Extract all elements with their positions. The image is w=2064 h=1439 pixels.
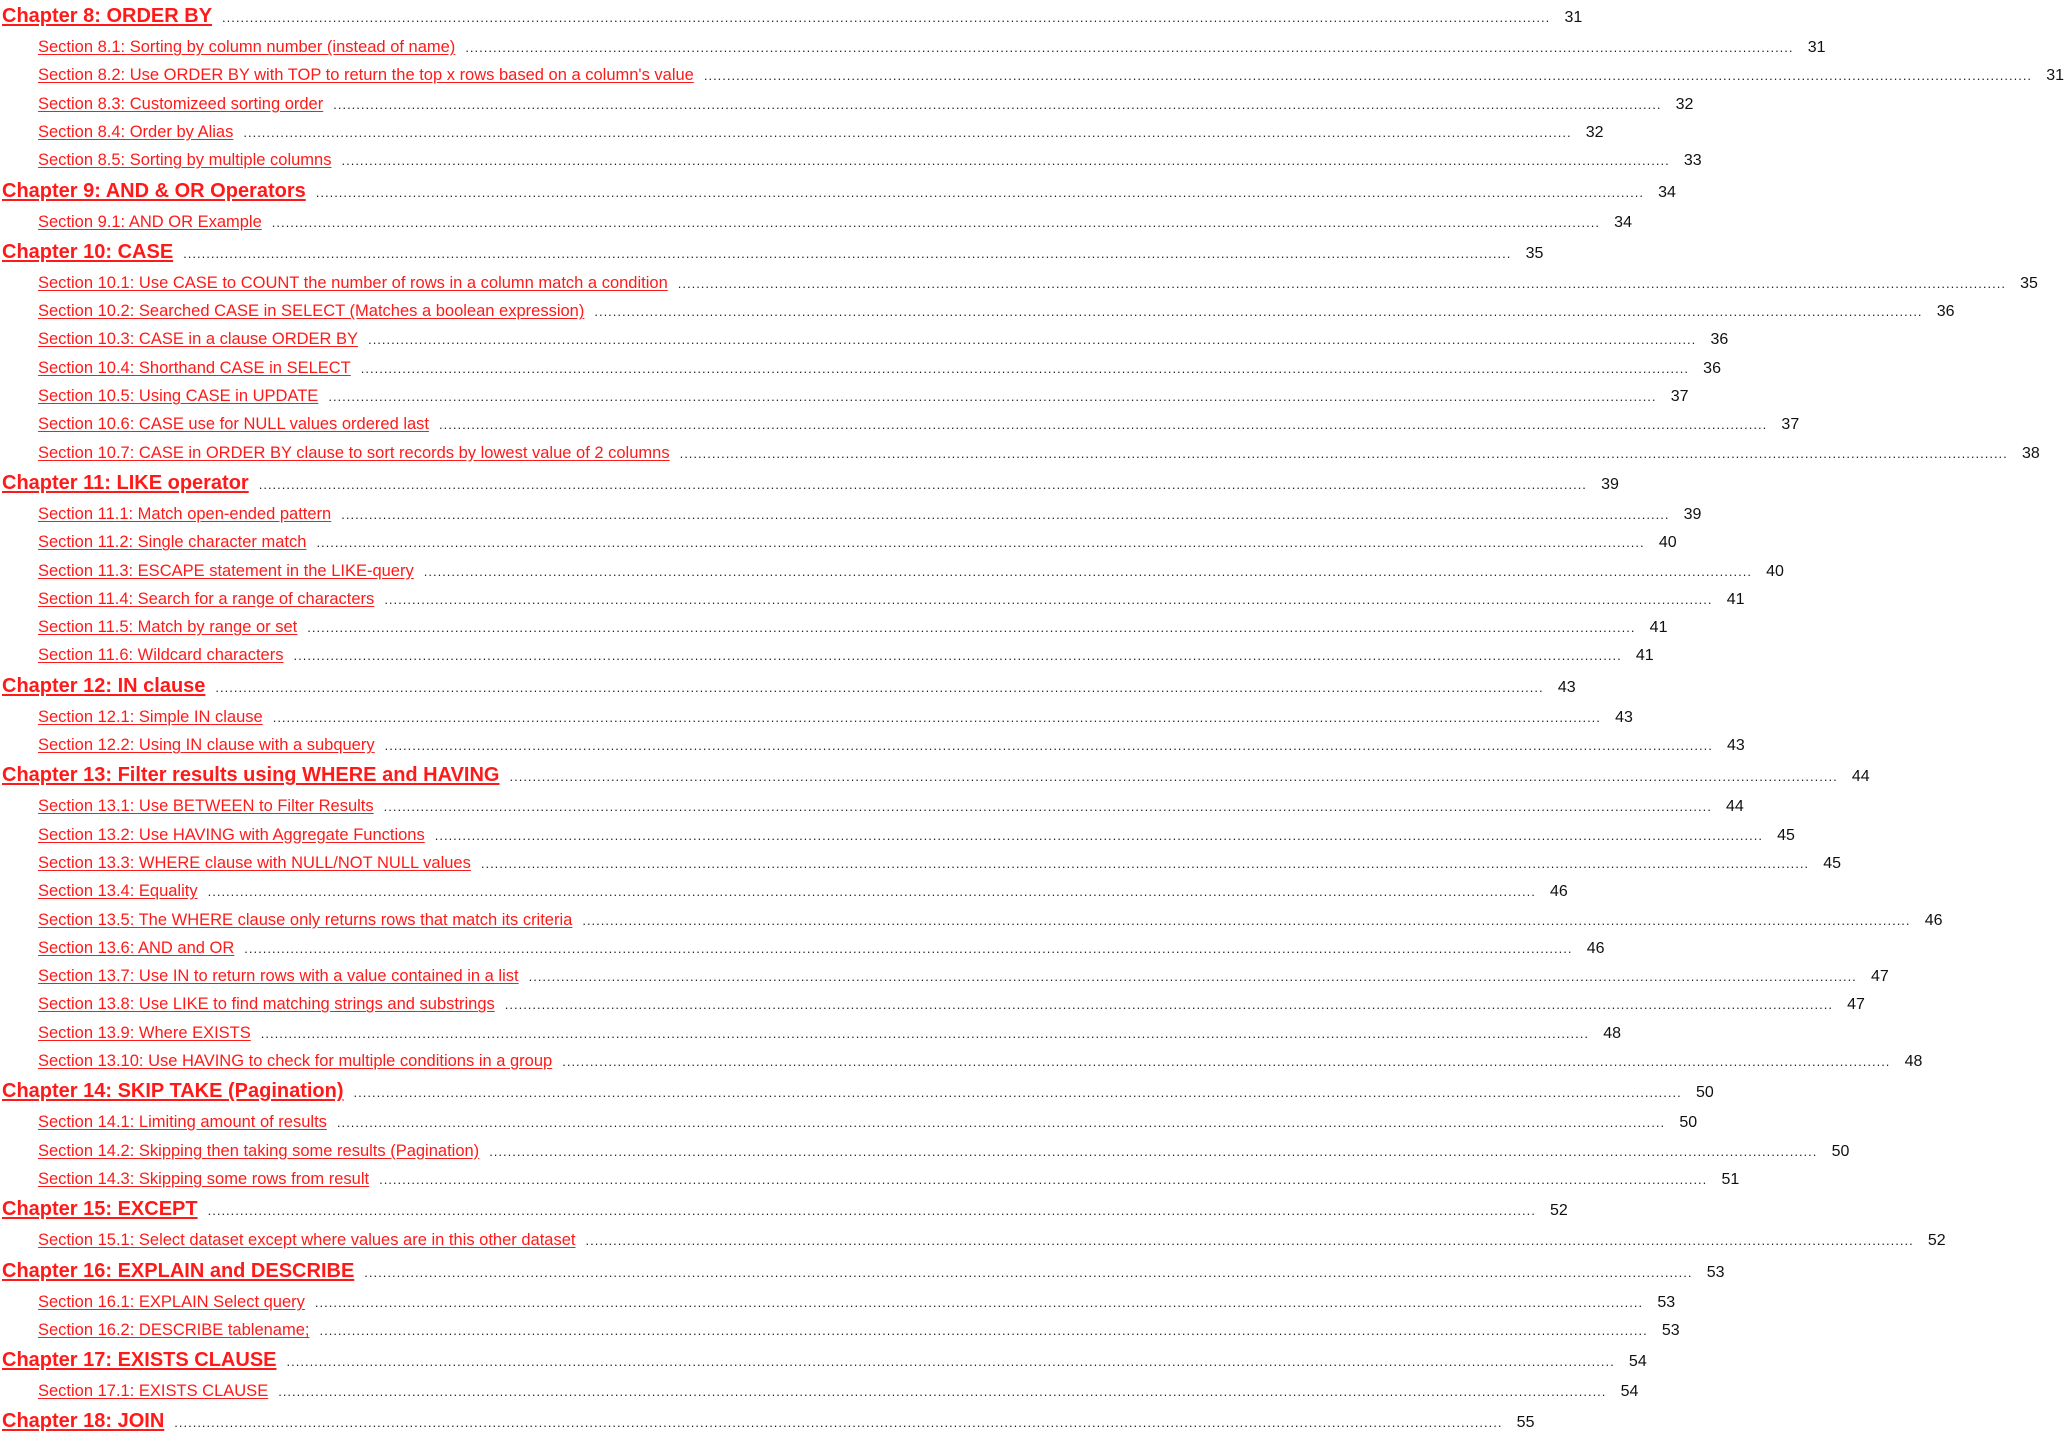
dot-leader — [704, 62, 2032, 90]
toc-section-link[interactable]: Section 16.2: DESCRIBE tablename; — [38, 1320, 310, 1339]
toc-chapter-row — [0, 236, 1544, 269]
dot-leader — [293, 642, 1621, 670]
dot-leader — [333, 91, 1661, 119]
dot-leader — [594, 298, 1922, 326]
dot-leader — [208, 1194, 1536, 1227]
dot-leader — [354, 1076, 1682, 1109]
page-number: 53 — [1706, 1263, 1725, 1281]
dot-leader — [243, 119, 1571, 147]
toc-section-link[interactable]: Section 13.10: Use HAVING to check for multiple conditions in a group — [38, 1052, 553, 1070]
dot-leader — [215, 671, 1543, 704]
dot-leader — [261, 1020, 1589, 1048]
page-number: 34 — [1614, 213, 1632, 231]
toc-section-link[interactable]: Section 13.3: WHERE clause with NULL/NOT NULL values — [38, 853, 471, 872]
page-number: 31 — [1564, 9, 1583, 26]
page-number: 35 — [2020, 274, 2038, 292]
toc-section-row — [0, 731, 1745, 759]
page-number: 46 — [1550, 883, 1568, 901]
toc-section-row — [0, 1108, 1698, 1136]
page-number: 53 — [1657, 1293, 1676, 1311]
toc-section-link[interactable]: Section 13.5: The WHERE clause only returns rows that match its criteria — [38, 910, 573, 929]
toc-section-row — [0, 1316, 1680, 1344]
toc-section-link[interactable]: Section 11.6: Wildcard characters — [38, 646, 284, 665]
page-number: 50 — [1679, 1114, 1698, 1132]
toc-section-link[interactable]: Section 13.4: Equality — [38, 882, 198, 901]
toc-section-row — [0, 118, 1604, 146]
toc-chapter-row — [0, 1193, 1568, 1226]
toc-section-row — [0, 1377, 1639, 1405]
toc-section-row — [0, 90, 1694, 118]
toc-section-link[interactable]: Section 10.3: CASE in a clause ORDER BY — [38, 330, 359, 349]
page-number: 37 — [1670, 388, 1689, 405]
dot-leader — [384, 586, 1712, 614]
page-number: 41 — [1635, 647, 1654, 665]
page-number: 54 — [1620, 1383, 1639, 1401]
dot-leader — [183, 237, 1511, 270]
toc-section-row — [0, 146, 1702, 174]
toc-section-link[interactable]: Section 10.4: Shorthand CASE in SELECT — [38, 358, 351, 377]
dot-leader — [582, 907, 1910, 935]
page-number: 45 — [1777, 826, 1795, 844]
toc-section-row — [0, 33, 1826, 61]
toc-section-row — [0, 500, 1702, 528]
page-number: 52 — [1550, 1202, 1568, 1220]
toc-section-link[interactable]: Section 14.1: Limiting amount of results — [38, 1113, 327, 1132]
dot-leader — [337, 1109, 1665, 1137]
toc-chapter-link[interactable]: Chapter 10: CASE — [2, 240, 174, 263]
dot-leader — [379, 1166, 1707, 1194]
toc-chapter-row — [0, 1405, 1535, 1438]
toc-section-link[interactable]: Section 9.1: AND OR Example — [38, 212, 262, 231]
toc-section-link[interactable]: Section 11.1: Match open-ended pattern — [38, 504, 332, 523]
dot-leader — [174, 1406, 1502, 1439]
toc-chapter-link[interactable]: Chapter 8: ORDER BY — [2, 5, 213, 27]
toc-section-row — [0, 439, 2040, 467]
dot-leader — [244, 935, 1572, 963]
toc-section-row — [0, 297, 1955, 325]
page-number: 43 — [1727, 737, 1745, 754]
page-number: 31 — [1807, 39, 1826, 56]
page-number: 41 — [1726, 590, 1745, 608]
page-number: 47 — [1871, 968, 1889, 986]
toc-section-link[interactable]: Section 10.1: Use CASE to COUNT the number of rows in a column match a condition — [38, 273, 668, 292]
dot-leader — [562, 1048, 1890, 1076]
toc-section-row — [0, 325, 1729, 353]
page-number: 48 — [1603, 1024, 1621, 1042]
dot-leader — [307, 614, 1635, 642]
page-number: 53 — [1661, 1321, 1680, 1339]
dot-leader — [481, 850, 1809, 878]
page-number: 46 — [1586, 939, 1605, 957]
dot-leader — [505, 991, 1833, 1019]
toc-chapter-row — [0, 1255, 1725, 1288]
toc-section-link[interactable]: Section 11.2: Single character match — [38, 533, 307, 552]
dot-leader — [222, 1, 1550, 34]
page-number: 37 — [1781, 416, 1800, 434]
dot-leader — [384, 793, 1712, 821]
page-number: 38 — [2021, 444, 2040, 462]
toc-section-row — [0, 934, 1605, 962]
page-number: 43 — [1557, 678, 1576, 696]
toc-section-row — [0, 208, 1632, 236]
toc-chapter-row — [0, 467, 1619, 500]
page-number: 48 — [1904, 1053, 1923, 1070]
toc-chapter-link[interactable]: Chapter 13: Filter results using WHERE and HAVING — [2, 764, 500, 787]
toc-section-row — [0, 61, 2064, 89]
toc-section-link[interactable]: Section 13.2: Use HAVING with Aggregate Functions — [38, 825, 425, 844]
dot-leader — [489, 1138, 1817, 1166]
toc-section-row — [0, 849, 1842, 877]
dot-leader — [678, 270, 2006, 298]
toc-chapter-link[interactable]: Chapter 11: LIKE operator — [2, 471, 249, 494]
dot-leader — [435, 822, 1763, 850]
toc-section-row — [0, 528, 1677, 556]
toc-chapter-row — [0, 1075, 1714, 1108]
toc-section-link[interactable]: Section 13.8: Use LIKE to find matching strings and substrings — [38, 995, 495, 1014]
page-number: 54 — [1628, 1353, 1647, 1371]
toc-section-link[interactable]: Section 8.1: Sorting by column number (instead of name) — [38, 38, 456, 56]
toc-section-link[interactable]: Section 17.1: EXISTS CLAUSE — [38, 1382, 269, 1401]
page-number: 51 — [1721, 1170, 1740, 1188]
page-number: 32 — [1585, 123, 1604, 141]
toc-section-link[interactable]: Section 13.1: Use BETWEEN to Filter Results — [38, 797, 374, 816]
toc-section-link[interactable]: Section 11.5: Match by range or set — [38, 618, 298, 637]
page-number: 34 — [1658, 183, 1676, 201]
toc-section-row — [0, 641, 1654, 669]
toc-section-link[interactable]: Section 12.2: Using IN clause with a subquery — [38, 736, 375, 754]
toc-section-row — [0, 613, 1668, 641]
page-number: 46 — [1924, 911, 1943, 929]
dot-leader — [315, 1289, 1643, 1317]
toc-section-row — [0, 1288, 1676, 1316]
dot-leader — [272, 209, 1600, 237]
dot-leader — [385, 732, 1713, 760]
toc-section-row — [0, 1165, 1740, 1193]
toc-chapter-row — [0, 759, 1870, 792]
toc-section-row — [0, 1047, 1923, 1075]
toc-section-link[interactable]: Section 8.5: Sorting by multiple columns — [38, 151, 332, 170]
dot-leader — [287, 1345, 1615, 1378]
toc-section-link[interactable]: Section 16.1: EXPLAIN Select query — [38, 1292, 305, 1311]
toc-section-link[interactable]: Section 11.4: Search for a range of characters — [38, 589, 375, 608]
page-number: 32 — [1675, 95, 1694, 113]
page-number: 44 — [1726, 798, 1744, 816]
page-number: 43 — [1615, 708, 1633, 726]
dot-leader — [424, 558, 1752, 586]
toc-section-row — [0, 585, 1745, 613]
toc-section-link[interactable]: Section 13.6: AND and OR — [38, 938, 235, 957]
toc-section-link[interactable]: Section 14.2: Skipping then taking some results (Pagination) — [38, 1141, 480, 1160]
page-number: 50 — [1695, 1084, 1714, 1102]
toc-chapter-link[interactable]: Chapter 17: EXISTS CLAUSE — [2, 1349, 277, 1372]
page-number: 41 — [1649, 619, 1668, 637]
page-number: 39 — [1601, 475, 1619, 493]
toc-section-row — [0, 1226, 1946, 1254]
toc-section-link[interactable]: Section 8.2: Use ORDER BY with TOP to return the top x rows based on a column's value — [38, 66, 694, 85]
toc-section-link[interactable]: Section 10.5: Using CASE in UPDATE — [38, 387, 319, 405]
toc-section-row — [0, 792, 1744, 820]
toc-section-link[interactable]: Section 10.2: Searched CASE in SELECT (Matches a boolean expression) — [38, 302, 585, 321]
toc-section-link[interactable]: Section 12.1: Simple IN clause — [38, 707, 263, 726]
page-number: 36 — [1703, 359, 1721, 377]
dot-leader — [341, 147, 1669, 175]
dot-leader — [361, 355, 1689, 383]
page-number: 31 — [2046, 67, 2064, 85]
toc-section-link[interactable]: Section 13.9: Where EXISTS — [38, 1023, 251, 1042]
page-number: 40 — [1658, 534, 1677, 552]
toc-section-row — [0, 821, 1795, 849]
toc-chapter-row — [0, 0, 1583, 33]
toc-section-row — [0, 906, 1943, 934]
toc-section-row — [0, 557, 1784, 585]
dot-leader — [439, 411, 1767, 439]
toc-section-row — [0, 962, 1889, 990]
dot-leader — [319, 1317, 1647, 1345]
dot-leader — [273, 704, 1601, 732]
page-number: 55 — [1516, 1414, 1535, 1432]
toc-section-row — [0, 1019, 1621, 1047]
page-number: 33 — [1683, 152, 1702, 170]
toc-section-link[interactable]: Section 11.3: ESCAPE statement in the LIKE-query — [38, 561, 414, 580]
dot-leader — [368, 326, 1696, 354]
toc-chapter-row — [0, 670, 1576, 703]
toc-chapter-link[interactable]: Chapter 12: IN clause — [2, 674, 206, 697]
page-number: 52 — [1927, 1232, 1946, 1250]
page-number: 44 — [1851, 768, 1870, 786]
toc-section-link[interactable]: Section 10.7: CASE in ORDER BY clause to sort records by lowest value of 2 columns — [38, 443, 670, 462]
page-number: 47 — [1847, 996, 1865, 1014]
toc-section-link[interactable]: Section 10.6: CASE use for NULL values ordered last — [38, 415, 430, 434]
toc-section-row — [0, 269, 2038, 297]
page-number: 40 — [1766, 562, 1784, 580]
dot-leader — [208, 878, 1536, 906]
toc-section-row — [0, 1137, 1850, 1165]
toc-section-link[interactable]: Section 8.3: Customizeed sorting order — [38, 94, 324, 113]
dot-leader — [364, 1256, 1692, 1289]
dot-leader — [680, 440, 2008, 468]
toc-section-row — [0, 703, 1633, 731]
page-number: 36 — [1936, 303, 1955, 321]
toc-section-link[interactable]: Section 14.3: Skipping some rows from result — [38, 1169, 370, 1188]
dot-leader — [316, 176, 1644, 209]
page-number: 39 — [1683, 505, 1702, 523]
toc-section-row — [0, 877, 1568, 905]
dot-leader — [465, 34, 1793, 62]
toc-section-row — [0, 382, 1689, 410]
toc-section-link[interactable]: Section 8.4: Order by Alias — [38, 122, 234, 141]
toc-chapter-link[interactable]: Chapter 15: EXCEPT — [2, 1198, 198, 1221]
dot-leader — [509, 760, 1837, 793]
page-number: 45 — [1823, 854, 1842, 872]
page-number: 36 — [1710, 331, 1729, 349]
page-number: 50 — [1831, 1142, 1850, 1160]
toc-section-row — [0, 354, 1721, 382]
toc-chapter-link[interactable]: Chapter 16: EXPLAIN and DESCRIBE — [2, 1259, 355, 1282]
dot-leader — [259, 468, 1587, 501]
dot-leader — [341, 501, 1669, 529]
toc-section-link[interactable]: Section 13.7: Use IN to return rows with a value contained in a list — [38, 967, 519, 986]
dot-leader — [586, 1227, 1914, 1255]
page-number: 35 — [1525, 244, 1544, 262]
dot-leader — [316, 529, 1644, 557]
toc-chapter-link[interactable]: Chapter 14: SKIP TAKE (Pagination) — [2, 1080, 344, 1103]
toc-chapter-link[interactable]: Chapter 9: AND & OR Operators — [2, 179, 306, 202]
dot-leader — [278, 1378, 1606, 1406]
toc-chapter-row — [0, 1344, 1647, 1377]
toc-chapter-row — [0, 175, 1676, 208]
toc-chapter-link[interactable]: Chapter 18: JOIN — [2, 1410, 165, 1433]
dot-leader — [529, 963, 1857, 991]
dot-leader — [328, 383, 1656, 411]
toc-section-link[interactable]: Section 15.1: Select dataset except where values are in this other dataset — [38, 1231, 576, 1250]
toc-section-row — [0, 410, 1800, 438]
toc-section-row — [0, 990, 1865, 1018]
